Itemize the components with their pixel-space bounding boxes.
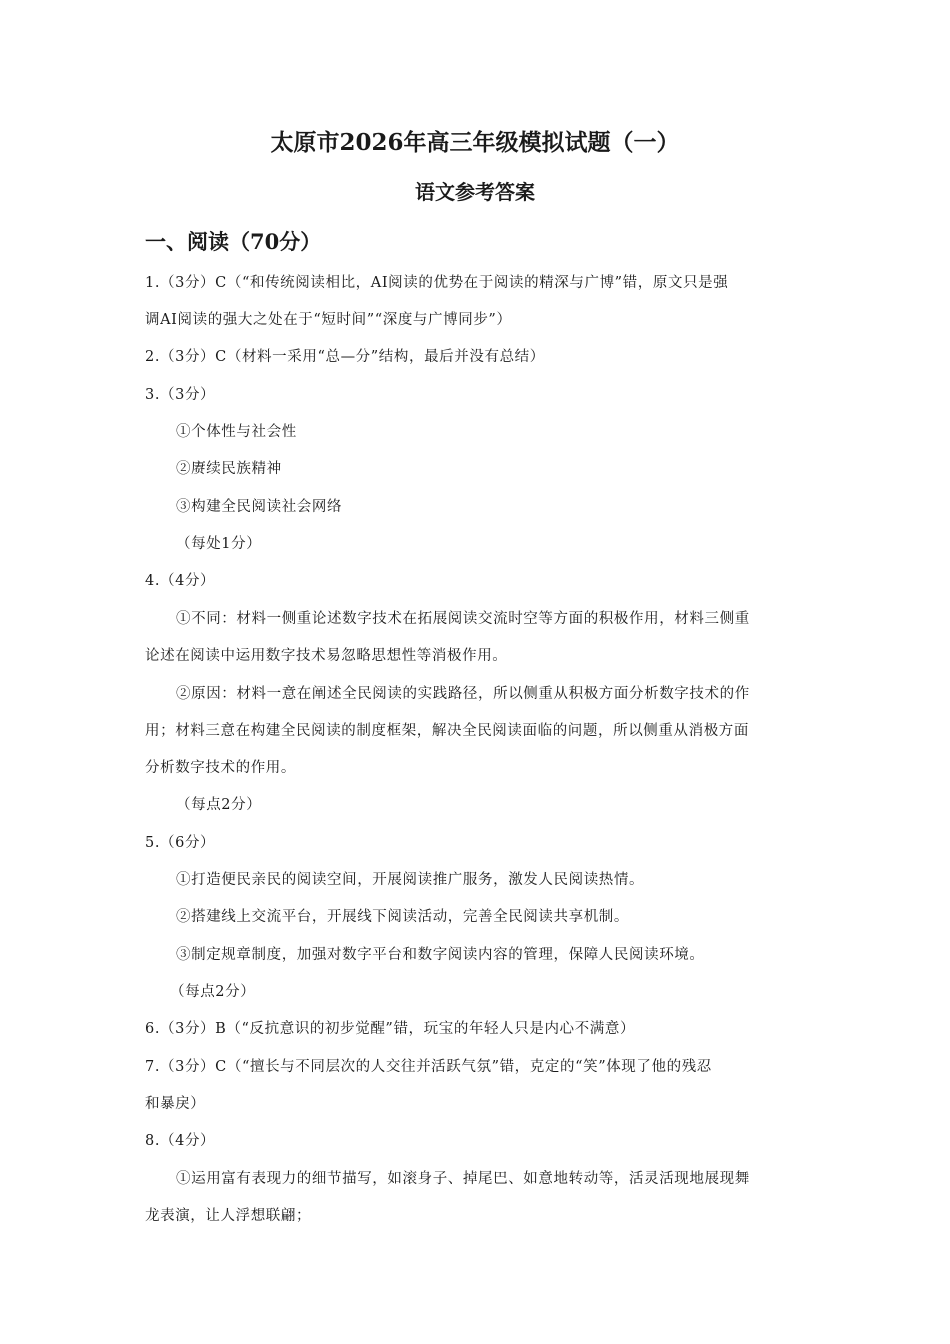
answer-line: 7.（3分）C（“擅长与不同层次的人交往并活跃气氛”错，克定的“笑”体现了他的残忍 <box>145 1059 712 1075</box>
answer-line: 3.（3分） <box>145 387 216 403</box>
answer-line: 6.（3分）B（“反抗意识的初步觉醒”错，玩宝的年轻人只是内心不满意） <box>145 1021 636 1037</box>
document-title: 太原市2026年高三年级模拟试题（一） <box>270 129 680 156</box>
answer-line: ①不同：材料一侧重论述数字技术在拓展阅读交流时空等方面的积极作用，材料三侧重 <box>176 611 750 627</box>
answer-line: ①打造便民亲民的阅读空间，开展阅读推广服务，激发人民阅读热情。 <box>176 872 645 888</box>
answer-line: 和暴戾） <box>145 1096 206 1112</box>
answer-line: 4.（4分） <box>145 573 216 589</box>
answer-line: 分析数字技术的作用。 <box>145 760 296 776</box>
answer-line: 8.（4分） <box>145 1133 216 1149</box>
answer-line: （每点2分） <box>176 797 262 813</box>
answer-line: ①个体性与社会性 <box>176 424 297 440</box>
answer-line: ②搭建线上交流平台，开展线下阅读活动，完善全民阅读共享机制。 <box>176 909 629 925</box>
answer-line: （每处1分） <box>176 536 262 552</box>
answer-line: ②原因：材料一意在阐述全民阅读的实践路径，所以侧重从积极方面分析数字技术的作 <box>176 686 750 702</box>
answer-line: ③构建全民阅读社会网络 <box>176 499 343 515</box>
document-subtitle: 语文参考答案 <box>415 180 535 204</box>
answer-line: ②赓续民族精神 <box>176 461 282 477</box>
answer-line: （每点2分） <box>170 984 256 1000</box>
answer-line: ①运用富有表现力的细节描写，如滚身子、掉尾巴、如意地转动等，活灵活现地展现舞 <box>176 1171 750 1187</box>
section-heading: 一、阅读（70分） <box>145 229 322 254</box>
answer-line: 用；材料三意在构建全民阅读的制度框架，解决全民阅读面临的问题，所以侧重从消极方面 <box>145 723 749 739</box>
answer-line: 1.（3分）C（“和传统阅读相比，AI阅读的优势在于阅读的精深与广博”错，原文只是强 <box>145 275 729 291</box>
answer-line: 5.（6分） <box>145 835 216 851</box>
answer-line: 调AI阅读的强大之处在于“短时间”“深度与广博同步”） <box>145 312 512 328</box>
answer-line: 龙表演，让人浮想联翩； <box>145 1208 312 1224</box>
answer-line: 2.（3分）C（材料一采用“总—分”结构，最后并没有总结） <box>145 349 545 365</box>
answer-line: ③制定规章制度，加强对数字平台和数字阅读内容的管理，保障人民阅读环境。 <box>176 947 705 963</box>
answer-line: 论述在阅读中运用数字技术易忽略思想性等消极作用。 <box>145 648 508 664</box>
